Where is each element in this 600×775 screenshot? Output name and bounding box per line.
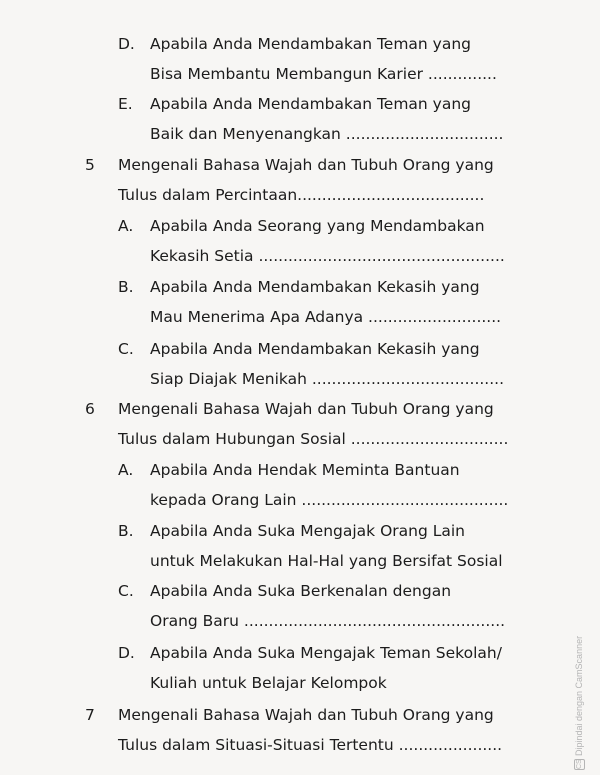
entry-text: Apabila Anda Suka Berkenalan dengan xyxy=(150,582,452,600)
chapter-title: Mengenali Bahasa Wajah dan Tubuh Orang yang xyxy=(118,156,494,174)
entry-label: D. xyxy=(118,644,135,662)
chapter-title: Tulus dalam Hubungan Sosial ................................ xyxy=(118,430,509,448)
entry-text: Orang Baru ..................................................... xyxy=(150,612,506,630)
entry-text: Kuliah untuk Belajar Kelompok xyxy=(150,674,387,692)
chapter-title: Mengenali Bahasa Wajah dan Tubuh Orang yang xyxy=(118,706,494,724)
entry-text: Apabila Anda Suka Mengajak Teman Sekolah/ xyxy=(150,644,502,662)
chapter-title: Mengenali Bahasa Wajah dan Tubuh Orang yang xyxy=(118,400,494,418)
watermark-text: Dipindai dengan CamScanner xyxy=(574,635,584,756)
entry-label: E. xyxy=(118,95,133,113)
entry-text: Apabila Anda Mendambakan Teman yang xyxy=(150,95,472,113)
chapter-title: Tulus dalam Situasi-Situasi Tertentu ..................... xyxy=(118,736,503,754)
entry-text: Apabila Anda Hendak Meminta Bantuan xyxy=(150,461,460,479)
entry-text: Apabila Anda Mendambakan Kekasih yang xyxy=(150,278,480,296)
entry-text: Apabila Anda Seorang yang Mendambakan xyxy=(150,217,485,235)
entry-label: A. xyxy=(118,461,134,479)
chapter-title: Tulus dalam Percintaan...................................... xyxy=(118,186,485,204)
entry-text: Bisa Membantu Membangun Karier .............. xyxy=(150,65,497,83)
camscanner-watermark xyxy=(574,636,585,770)
entry-label: C. xyxy=(118,340,134,358)
entry-label: B. xyxy=(118,522,134,540)
entry-text: kepada Orang Lain .......................................... xyxy=(150,491,509,509)
chapter-number: 5 xyxy=(85,156,95,174)
entry-text: Baik dan Menyenangkan ................................ xyxy=(150,125,504,143)
entry-text: Mau Menerima Apa Adanya ........................... xyxy=(150,308,502,326)
chapter-number: 6 xyxy=(85,400,95,418)
entry-text: Apabila Anda Mendambakan Teman yang xyxy=(150,35,472,53)
chapter-number: 7 xyxy=(85,706,95,724)
entry-label: C. xyxy=(118,582,134,600)
entry-label: D. xyxy=(118,35,135,53)
camscanner-logo-icon: CS xyxy=(576,759,584,769)
entry-text: Kekasih Setia .................................................. xyxy=(150,247,505,265)
entry-text: Apabila Anda Suka Mengajak Orang Lain xyxy=(150,522,466,540)
entry-text: untuk Melakukan Hal-Hal yang Bersifat Sosial xyxy=(150,552,503,570)
entry-text: Apabila Anda Mendambakan Kekasih yang xyxy=(150,340,480,358)
entry-label: A. xyxy=(118,217,134,235)
entry-label: B. xyxy=(118,278,134,296)
entry-text: Siap Diajak Menikah ....................................... xyxy=(150,370,505,388)
